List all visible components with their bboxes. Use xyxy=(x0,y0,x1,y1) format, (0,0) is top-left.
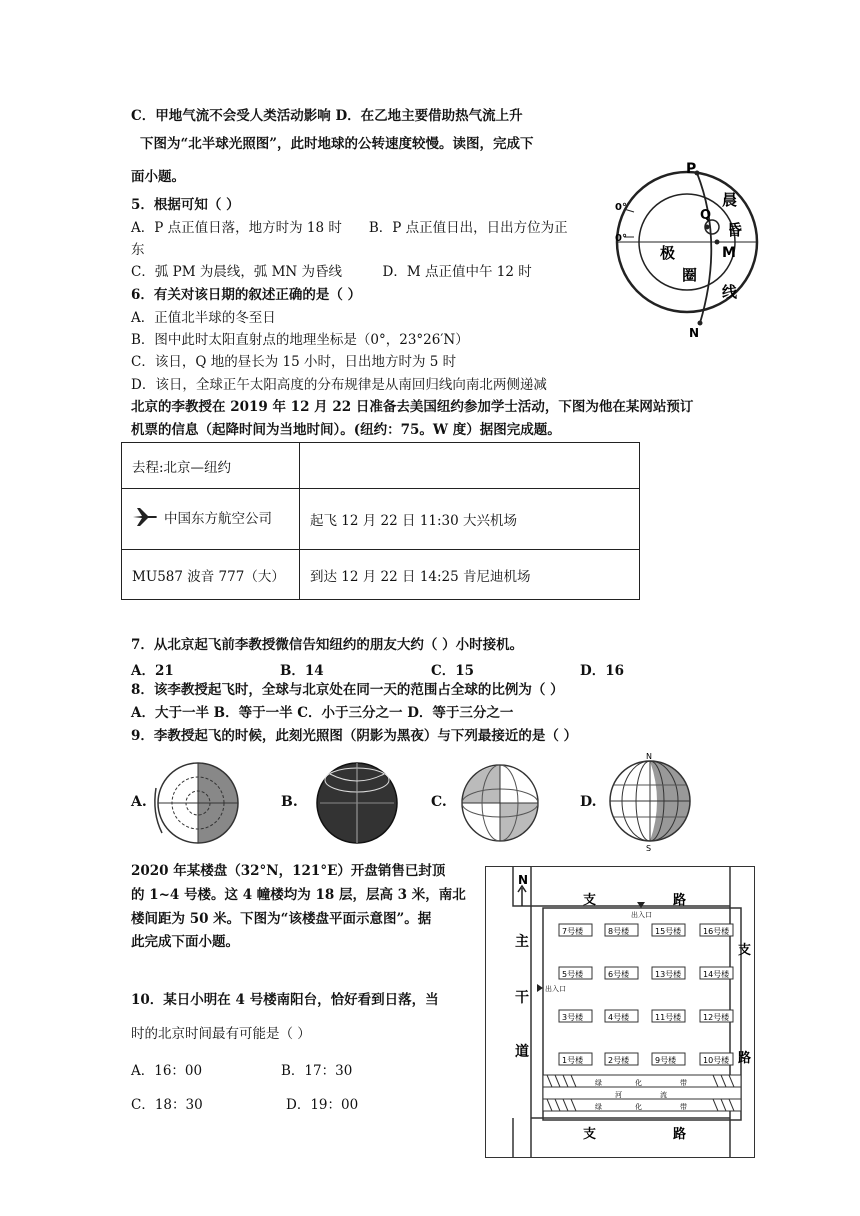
q9-globe-b xyxy=(310,758,405,848)
q9-label-d: D. xyxy=(580,794,597,810)
building-label: 2号楼 xyxy=(608,1056,630,1065)
label-q: Q xyxy=(700,208,712,223)
building-label: 12号楼 xyxy=(703,1013,730,1022)
greenbelt-label-4: 绿 xyxy=(595,1103,602,1111)
intro2-line1: 北京的李教授在 2019 年 12 月 22 日准备去美国纽约参加学士活动，下图为他在某网站预订 xyxy=(131,399,694,415)
building-label: 13号楼 xyxy=(655,970,682,979)
greenbelt-label-1: 绿 xyxy=(595,1079,602,1087)
q6-option-b: B．图中此时太阳直射点的地理坐标是（0°，23°26′N） xyxy=(131,332,469,348)
q7-option-d: D．16 xyxy=(580,663,624,679)
q5-options-ab-2: 东 xyxy=(131,242,145,258)
q9-label-b: B. xyxy=(281,794,298,810)
right-road-1: 支 xyxy=(738,943,752,958)
q7-option-c: C．15 xyxy=(431,663,475,679)
building-label: 14号楼 xyxy=(703,970,730,979)
intro3-line4: 此完成下面小题。 xyxy=(131,934,239,950)
empty-cell xyxy=(300,443,640,489)
building-label: 8号楼 xyxy=(608,927,630,936)
top-road-1: 支 xyxy=(583,893,597,908)
q8-stem: 8．该李教授起飞时，全球与北京处在同一天的范围占全球的比例为（ ） xyxy=(131,682,564,698)
q6-option-c: C．该日，Q 地的昼长为 15 小时，日出地方时为 5 时 xyxy=(131,354,457,370)
illumination-diagram xyxy=(612,157,762,337)
main-road-1: 主 xyxy=(515,934,529,950)
arrival-cell: 到达 12 月 22 日 14:25 肯尼迪机场 xyxy=(300,550,640,600)
q7-stem: 7．从北京起飞前李教授微信告知纽约的朋友大约（ ）小时接机。 xyxy=(131,637,524,653)
building-label: 1号楼 xyxy=(562,1056,584,1065)
label-s: S xyxy=(646,844,652,852)
route-cell: 去程:北京—纽约 xyxy=(122,443,300,489)
q5-options-ab-1: A．P 点正值日落，地方时为 18 时 B．P 点正值日出，日出方位为正 xyxy=(131,220,568,236)
label-chen: 晨 xyxy=(722,191,738,209)
flight-info-table xyxy=(121,442,640,600)
building-label: 10号楼 xyxy=(703,1056,730,1065)
label-hun: 昏 xyxy=(727,221,743,239)
q9-globe-d xyxy=(604,750,696,852)
q8-options: A．大于一半 B．等于一半 C．小于三分之一 D．等于三分之一 xyxy=(131,705,514,721)
label-n: N xyxy=(689,326,700,337)
right-road-2: 路 xyxy=(738,1051,752,1066)
river-label-2: 流 xyxy=(660,1091,667,1099)
q4-options-cd: C．甲地气流不会受人类活动影响 D．在乙地主要借助热气流上升 xyxy=(131,108,523,124)
table-row xyxy=(122,443,640,489)
greenbelt-label-2: 化 xyxy=(635,1079,642,1087)
q9-label-c: C. xyxy=(431,794,447,810)
site-plan-map xyxy=(485,866,755,1158)
q10-stem-2: 时的北京时间最有可能是（ ） xyxy=(131,1026,311,1042)
main-road-2: 干 xyxy=(515,990,529,1006)
entrance-top-label: 出入口 xyxy=(631,911,652,919)
intro3-line3: 楼间距为 50 米。下图为“该楼盘平面示意图”。据 xyxy=(131,911,432,927)
greenbelt-label-3: 带 xyxy=(680,1079,687,1087)
building-label: 7号楼 xyxy=(562,927,584,936)
airplane-icon xyxy=(132,507,158,531)
label-m: M xyxy=(722,245,736,261)
q6-option-a: A．正值北半球的冬至日 xyxy=(131,310,276,326)
label-n: N xyxy=(646,752,652,761)
intro1-line2: 面小题。 xyxy=(131,169,185,185)
building-label: 15号楼 xyxy=(655,927,682,936)
q5-stem: 5．根据可知（ ） xyxy=(131,197,240,213)
building-label: 5号楼 xyxy=(562,970,584,979)
q10-stem-1: 10．某日小明在 4 号楼南阳台，恰好看到日落，当 xyxy=(131,992,439,1008)
q10-option-c: C．18：30 xyxy=(131,1097,203,1113)
table-row xyxy=(122,550,640,600)
building-label: 3号楼 xyxy=(562,1013,584,1022)
q10-option-a: A．16：00 xyxy=(131,1063,203,1079)
label-zero-1: 0° xyxy=(615,202,627,213)
north-label: N xyxy=(518,873,529,887)
intro3-line2: 的 1~4 号楼。这 4 幢楼均为 18 层，层高 3 米，南北 xyxy=(131,887,466,903)
building-label: 16号楼 xyxy=(703,927,730,936)
label-ji: 极 xyxy=(660,244,676,262)
label-xian: 线 xyxy=(722,283,738,301)
river-label-1: 河 xyxy=(615,1091,622,1099)
intro2-line2: 机票的信息（起降时间为当地时间）。(纽约：75。W 度）据图完成题。 xyxy=(131,422,561,438)
q9-globe-a xyxy=(150,758,245,848)
building-label: 6号楼 xyxy=(608,970,630,979)
top-road-2: 路 xyxy=(673,893,687,908)
entrance-left-label: 出入口 xyxy=(545,985,566,993)
intro1-line1: 下图为“北半球光照图”，此时地球的公转速度较慢。读图，完成下 xyxy=(140,136,534,152)
label-quan: 圈 xyxy=(682,266,698,284)
bottom-road-2: 路 xyxy=(673,1127,687,1142)
q10-option-b: B．17：30 xyxy=(281,1063,353,1079)
q9-stem: 9．李教授起飞的时候，此刻光照图（阴影为黑夜）与下列最接近的是（ ） xyxy=(131,728,578,744)
q7-option-a: A．21 xyxy=(131,663,174,679)
building-label: 9号楼 xyxy=(655,1056,677,1065)
airline-cell xyxy=(122,489,300,550)
table-row xyxy=(122,489,640,550)
greenbelt-label-6: 带 xyxy=(680,1103,687,1111)
label-zero-2: 0° xyxy=(615,233,627,244)
greenbelt-label-5: 化 xyxy=(635,1103,642,1111)
intro3-line1: 2020 年某楼盘（32°N，121°E）开盘销售已封顶 xyxy=(131,863,446,879)
q6-option-d: D．该日，全球正午太阳高度的分布规律是从南回归线向南北两侧递减 xyxy=(131,377,547,393)
main-road-3: 道 xyxy=(515,1044,529,1060)
q7-option-b: B．14 xyxy=(280,663,324,679)
airline-name: 中国东方航空公司 xyxy=(164,510,272,527)
flight-no-cell: MU587 波音 777（大） xyxy=(122,550,300,600)
q6-stem: 6．有关对该日期的叙述正确的是（ ） xyxy=(131,287,362,303)
building-label: 4号楼 xyxy=(608,1013,630,1022)
label-p: P xyxy=(686,161,697,177)
building-label: 11号楼 xyxy=(655,1013,682,1022)
q10-option-d: D．19：00 xyxy=(286,1097,359,1113)
q9-globe-c xyxy=(455,763,545,843)
q9-label-a: A. xyxy=(131,794,147,810)
q5-options-cd: C．弧 PM 为晨线，弧 MN 为昏线 D．M 点正值中午 12 时 xyxy=(131,264,532,280)
departure-cell: 起飞 12 月 22 日 11:30 大兴机场 xyxy=(300,489,640,550)
bottom-road-1: 支 xyxy=(583,1127,597,1142)
